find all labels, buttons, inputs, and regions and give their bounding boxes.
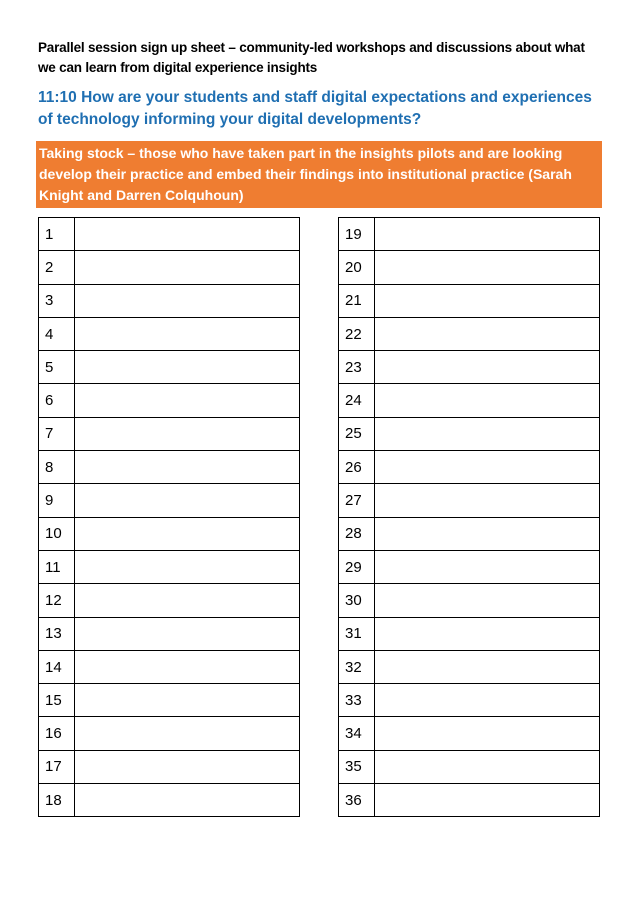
signup-row bbox=[39, 584, 300, 617]
signup-row bbox=[339, 517, 600, 550]
row-number: 9 bbox=[39, 484, 75, 517]
name-entry-cell[interactable] bbox=[375, 784, 600, 817]
row-number: 26 bbox=[339, 451, 375, 484]
signup-row bbox=[339, 451, 600, 484]
row-number: 27 bbox=[339, 484, 375, 517]
row-number: 33 bbox=[339, 684, 375, 717]
signup-row bbox=[39, 451, 300, 484]
name-entry-cell[interactable] bbox=[75, 684, 300, 717]
row-number: 16 bbox=[39, 717, 75, 750]
signup-row bbox=[339, 550, 600, 583]
name-entry-cell[interactable] bbox=[75, 650, 300, 683]
signup-row bbox=[39, 650, 300, 683]
row-number: 8 bbox=[39, 451, 75, 484]
name-entry-cell[interactable] bbox=[375, 684, 600, 717]
signup-row bbox=[339, 218, 600, 251]
signup-row bbox=[39, 784, 300, 817]
row-number: 35 bbox=[339, 750, 375, 783]
name-entry-cell[interactable] bbox=[75, 351, 300, 384]
name-entry-cell[interactable] bbox=[375, 584, 600, 617]
name-entry-cell[interactable] bbox=[375, 284, 600, 317]
signup-row bbox=[39, 284, 300, 317]
name-entry-cell[interactable] bbox=[375, 218, 600, 251]
row-number: 2 bbox=[39, 251, 75, 284]
row-number: 12 bbox=[39, 584, 75, 617]
signup-row bbox=[39, 550, 300, 583]
signup-row bbox=[39, 684, 300, 717]
row-number: 30 bbox=[339, 584, 375, 617]
signup-row bbox=[39, 251, 300, 284]
signup-row bbox=[39, 484, 300, 517]
name-entry-cell[interactable] bbox=[75, 784, 300, 817]
name-entry-cell[interactable] bbox=[375, 317, 600, 350]
signup-row bbox=[339, 617, 600, 650]
name-entry-cell[interactable] bbox=[375, 717, 600, 750]
signup-row bbox=[339, 684, 600, 717]
name-entry-cell[interactable] bbox=[375, 484, 600, 517]
signup-row bbox=[39, 417, 300, 450]
signup-row bbox=[339, 650, 600, 683]
name-entry-cell[interactable] bbox=[375, 251, 600, 284]
name-entry-cell[interactable] bbox=[75, 317, 300, 350]
signup-row bbox=[39, 384, 300, 417]
row-number: 15 bbox=[39, 684, 75, 717]
name-entry-cell[interactable] bbox=[75, 417, 300, 450]
intro-text: Parallel session sign up sheet – community-led workshops and discussions about what we can learn from digital experience insights bbox=[38, 40, 585, 75]
row-number: 7 bbox=[39, 417, 75, 450]
row-number: 11 bbox=[39, 550, 75, 583]
signup-row bbox=[39, 517, 300, 550]
session-title: 11:10 How are your students and staff digital expectations and experiences of technology informing your digital developments? bbox=[38, 89, 592, 128]
name-entry-cell[interactable] bbox=[75, 218, 300, 251]
signup-row bbox=[39, 617, 300, 650]
signup-row bbox=[39, 317, 300, 350]
signup-row bbox=[39, 717, 300, 750]
row-number: 5 bbox=[39, 351, 75, 384]
row-number: 1 bbox=[39, 218, 75, 251]
signup-table-right bbox=[338, 217, 600, 817]
row-number: 17 bbox=[39, 750, 75, 783]
row-number: 14 bbox=[39, 650, 75, 683]
name-entry-cell[interactable] bbox=[75, 717, 300, 750]
row-number: 19 bbox=[339, 218, 375, 251]
row-number: 18 bbox=[39, 784, 75, 817]
row-number: 22 bbox=[339, 317, 375, 350]
name-entry-cell[interactable] bbox=[375, 351, 600, 384]
signup-row bbox=[39, 351, 300, 384]
name-entry-cell[interactable] bbox=[75, 284, 300, 317]
name-entry-cell[interactable] bbox=[75, 550, 300, 583]
signup-row bbox=[339, 484, 600, 517]
name-entry-cell[interactable] bbox=[375, 550, 600, 583]
row-number: 20 bbox=[339, 251, 375, 284]
row-number: 36 bbox=[339, 784, 375, 817]
name-entry-cell[interactable] bbox=[75, 484, 300, 517]
row-number: 34 bbox=[339, 717, 375, 750]
signup-row bbox=[339, 750, 600, 783]
name-entry-cell[interactable] bbox=[375, 517, 600, 550]
signup-row bbox=[339, 417, 600, 450]
signup-row bbox=[39, 218, 300, 251]
row-number: 32 bbox=[339, 650, 375, 683]
row-number: 28 bbox=[339, 517, 375, 550]
row-number: 25 bbox=[339, 417, 375, 450]
row-number: 24 bbox=[339, 384, 375, 417]
name-entry-cell[interactable] bbox=[375, 617, 600, 650]
name-entry-cell[interactable] bbox=[75, 517, 300, 550]
name-entry-cell[interactable] bbox=[75, 617, 300, 650]
signup-row bbox=[39, 750, 300, 783]
session-banner: Taking stock – those who have taken part in the insights pilots and are looking develop their practice and embed their findings into institutional practice (Sarah Knight and Darren Colquhoun) bbox=[36, 141, 602, 208]
row-number: 29 bbox=[339, 550, 375, 583]
name-entry-cell[interactable] bbox=[75, 750, 300, 783]
signup-row bbox=[339, 251, 600, 284]
row-number: 21 bbox=[339, 284, 375, 317]
name-entry-cell[interactable] bbox=[375, 417, 600, 450]
signup-row bbox=[339, 717, 600, 750]
signup-row bbox=[339, 584, 600, 617]
name-entry-cell[interactable] bbox=[75, 251, 300, 284]
row-number: 10 bbox=[39, 517, 75, 550]
row-number: 4 bbox=[39, 317, 75, 350]
name-entry-cell[interactable] bbox=[375, 384, 600, 417]
row-number: 13 bbox=[39, 617, 75, 650]
row-number: 23 bbox=[339, 351, 375, 384]
name-entry-cell[interactable] bbox=[75, 384, 300, 417]
signup-row bbox=[339, 317, 600, 350]
signup-row bbox=[339, 284, 600, 317]
signup-table-left bbox=[38, 217, 300, 817]
name-entry-cell[interactable] bbox=[375, 451, 600, 484]
name-entry-cell[interactable] bbox=[75, 584, 300, 617]
signup-row bbox=[339, 351, 600, 384]
row-number: 3 bbox=[39, 284, 75, 317]
name-entry-cell[interactable] bbox=[75, 451, 300, 484]
signup-row bbox=[339, 784, 600, 817]
row-number: 6 bbox=[39, 384, 75, 417]
signup-row bbox=[339, 384, 600, 417]
row-number: 31 bbox=[339, 617, 375, 650]
name-entry-cell[interactable] bbox=[375, 750, 600, 783]
name-entry-cell[interactable] bbox=[375, 650, 600, 683]
